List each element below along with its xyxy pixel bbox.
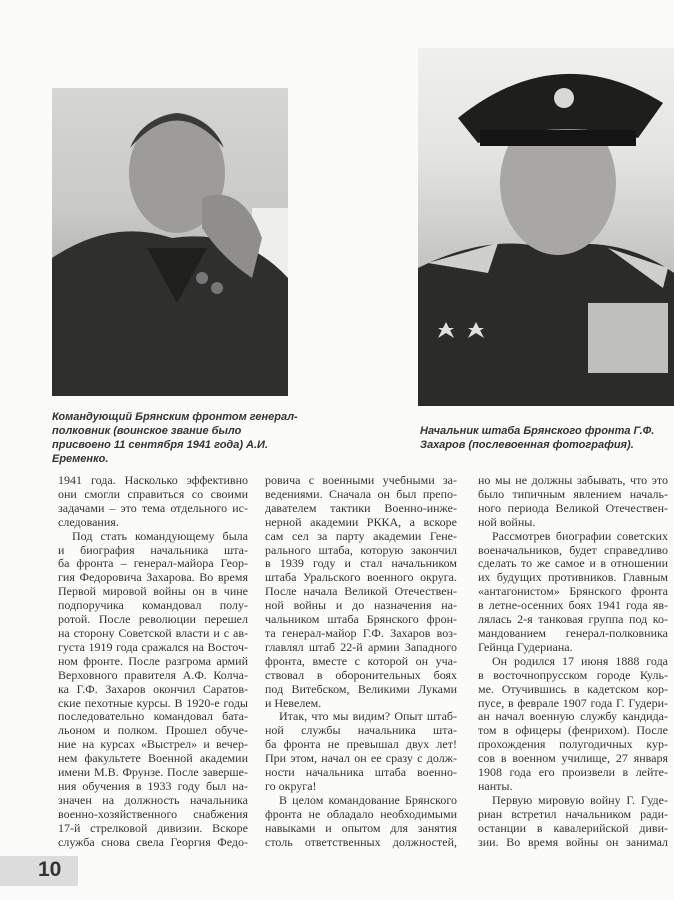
text-line: Итак, что мы видим? Опыт штаб-	[279, 709, 457, 724]
text-line: Гейнца Гудериана.	[478, 639, 573, 654]
text-column-3	[478, 474, 668, 849]
text-line: в летне-осенних боях 1941 года яв-	[478, 598, 668, 613]
text-line: подпоручика командовал полу-	[58, 598, 248, 613]
text-line: ские пехотные курсы. В 1920-е годы	[58, 695, 248, 710]
text-line: После начала Великой Отечествен-	[265, 584, 457, 599]
text-line: ведениями. Сначала он был препо-	[265, 486, 457, 501]
text-line: нем факультете Военной академии	[58, 751, 248, 766]
text-line: ровича с военными учебными за-	[265, 473, 457, 487]
text-line: Под стать командующему была	[72, 528, 248, 543]
text-line: ной войны.	[478, 514, 536, 529]
text-line: льоном и полком. Прошел обуче-	[58, 723, 248, 738]
text-line: рального штаба, которую закончил	[265, 542, 457, 557]
text-line: но мы не должны забывать, что это	[478, 473, 668, 487]
text-line: го округа!	[265, 778, 317, 793]
text-line: Рассмотрев биографии советских	[492, 528, 668, 543]
text-line: ан начал военную службу кандида-	[478, 709, 668, 724]
text-line: густа 1919 года сражался на Восточ-	[58, 639, 248, 654]
text-line: они смогли справиться со своими	[58, 486, 248, 501]
text-line: та генерал-майор Г.Ф. Захаров воз-	[265, 625, 457, 640]
text-line: их будущих противников. Главным	[478, 570, 668, 585]
text-line: зии. Во время войны он занимал	[478, 834, 668, 849]
text-line: риан встретил начальником ради-	[478, 806, 668, 821]
text-line: столь ответственных должностей,	[265, 834, 457, 849]
text-line: ка Г.Ф. Захаров окончил Саратов-	[58, 681, 248, 696]
text-line: ности начальника штаба военно-	[265, 765, 457, 780]
text-line: сам сел за парту академии Гене-	[265, 528, 457, 543]
text-line: гия Федоровича Захарова. Во время	[58, 570, 248, 585]
text-line: При этом, начал он ее сразу с долж-	[265, 751, 457, 766]
text-line: мандованием генерал-полковника	[478, 625, 668, 640]
text-line: 17-й стрелковой дивизии. Вскоре	[58, 820, 248, 835]
text-line: том в офицеры (фенрихом). После	[478, 723, 668, 738]
text-line: нерной академии РККА, а вскоре	[265, 514, 457, 529]
text-line: в 1939 году и стал начальником	[265, 556, 457, 571]
text-line: под Витебском, Великими Луками	[265, 681, 457, 696]
text-line: ние на курсах «Выстрел» и вечер-	[58, 737, 248, 752]
portrait-illustration	[418, 48, 674, 406]
text-line: главлял штаб 22-й армии Западного	[265, 639, 457, 654]
text-line: ба фронта не превышал двух лет!	[265, 737, 457, 752]
text-line: ротой. После революции перешел	[58, 612, 248, 627]
text-line: ния обучения в 1933 году был на-	[58, 778, 248, 793]
text-line: задачами – это тема отдельного ис-	[58, 500, 248, 515]
text-line: нанты.	[478, 778, 513, 793]
text-line: Первую мировую войну Г. Гуде-	[492, 792, 668, 807]
text-line: на сторону Советской власти и с ав-	[58, 625, 248, 640]
text-line: ного периода Великой Отечествен-	[478, 500, 668, 515]
text-line: имени М.В. Фрунзе. После заверше-	[58, 765, 248, 780]
text-line: было типичным явлением началь-	[478, 486, 668, 501]
text-line: пусе, в феврале 1907 года Г. Гудери-	[478, 695, 668, 710]
photo-caption-right: Начальник штаба Брянского фронта Г.Ф. Захаров (послевоенная фотография).	[420, 425, 655, 451]
text-line: ба фронта – генерал-майора Геор-	[58, 556, 248, 571]
portrait-illustration	[52, 88, 288, 396]
photo-zakharov	[418, 48, 674, 406]
text-line: В целом командование Брянского	[279, 792, 457, 807]
text-line: военачальников, будет справедливо	[478, 542, 668, 557]
text-line: «антагонистом» Брянского фронта	[478, 584, 668, 599]
text-line: Он родился 17 июня 1888 года	[492, 653, 668, 668]
text-line: служба снова свела Георгия Федо-	[58, 834, 248, 849]
text-line: чальником штаба Брянского фрон-	[265, 612, 457, 627]
text-column-1	[58, 474, 248, 849]
text-line: и Невелем.	[265, 695, 322, 710]
photo-caption-left: Командующий Брянским фронтом генерал-полковник (воинское звание было присвоено 11 сентября 1941 года) А.И. Еременко.	[52, 411, 298, 465]
text-line: давателем тактики Военно-инже-	[265, 500, 457, 515]
text-line: 1941 года. Насколько эффективно	[58, 473, 248, 487]
text-line: и биография начальника шта-	[58, 542, 248, 557]
text-line: фронта не обладало необходимыми	[265, 806, 457, 821]
text-line: ме. Отучившись в кадетском кор-	[478, 681, 668, 696]
text-line: навыками и опытом для занятия	[265, 820, 457, 835]
text-line: в восточнопрусском городе Куль-	[478, 667, 668, 682]
text-line: 1908 года его произвели в лейте-	[478, 765, 668, 780]
text-line: следования.	[58, 514, 119, 529]
text-line: Верховного правителя А.Ф. Колча-	[58, 667, 248, 682]
text-line: Первой мировой войны он в чине	[58, 584, 248, 599]
page-number: 10	[38, 858, 62, 881]
text-line: значен на должность начальника	[58, 792, 248, 807]
text-line: сов в военном училище, 27 января	[478, 751, 668, 766]
text-line: фронта, вместе с которой он уча-	[265, 653, 457, 668]
text-line: ной войны и до назначения на-	[265, 598, 457, 613]
text-line: ствовал в оборонительных боях	[265, 667, 457, 682]
text-line: военно-хозяйственного снабжения	[58, 806, 248, 821]
text-line: лялась 2-я танковая группа под ко-	[478, 612, 668, 627]
text-line: прохождения полугодичных кур-	[478, 737, 668, 752]
text-line: ной службы начальника шта-	[265, 723, 457, 738]
photo-eremenko	[52, 88, 288, 396]
text-line: ном фронте. После разгрома армий	[58, 653, 248, 668]
text-line: останции в кавалерийской диви-	[478, 820, 668, 835]
text-line: сделать то же самое и в отношении	[478, 556, 668, 571]
text-column-2	[265, 474, 457, 849]
text-line: последовательно командовал бата-	[58, 709, 248, 724]
text-line: штаба Уральского военного округа.	[265, 570, 457, 585]
